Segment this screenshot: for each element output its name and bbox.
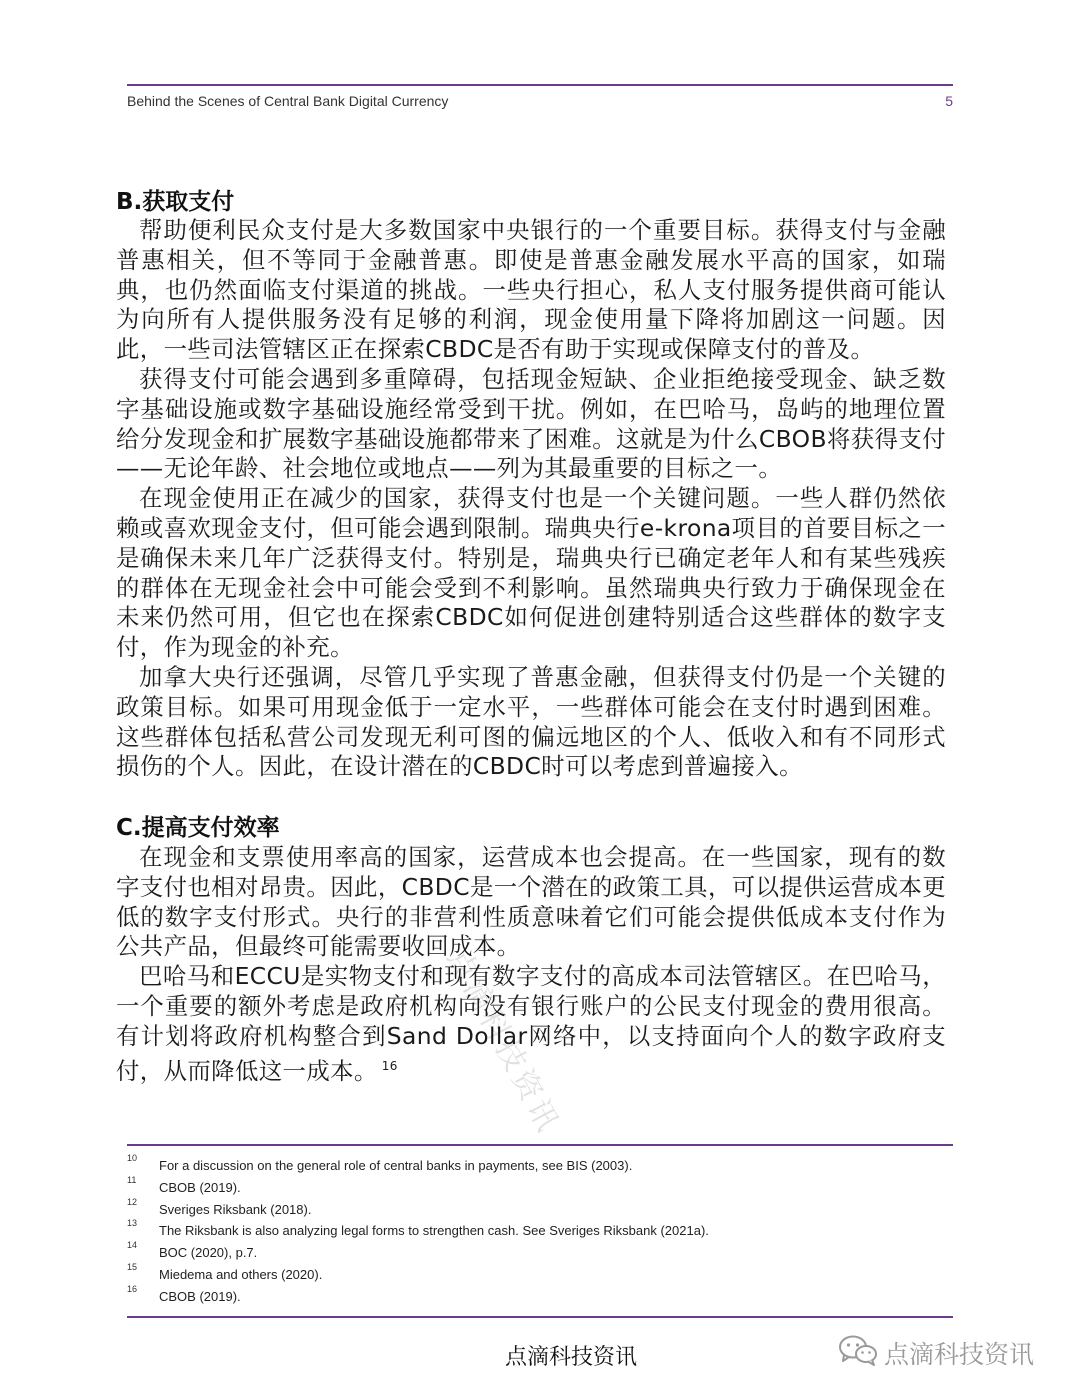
footnote-number: 13 [127, 1218, 138, 1229]
bottom-caption: 点滴科技资讯 [505, 1345, 638, 1370]
footnote-item [127, 1261, 953, 1287]
paragraph: 在现金使用正在减少的国家，获得支付也是一个关键问题。一些人群仍然依赖或喜欢现金支付，但可能会遇到限制。瑞典央行e-krona项目的首要目标之一是确保未来几年广泛获得支付。特别是，瑞典央行已确定老年人和有某些残疾的群体在无现金社会中可能会受到不利影响。虽然瑞典央行致力于确保现金在未来仍然可用，但它也在探索CBDC如何促进创建特别适合这些群体的数字支付，作为现金的补充。 [116, 484, 946, 662]
paragraph: 加拿大央行还强调，尽管几乎实现了普惠金融，但获得支付仍是一个关键的政策目标。如果可用现金低于一定水平，一些群体可能会在支付时遇到困难。这些群体包括私营公司发现无利可图的偏远地区的个人、低收入和有不同形式损伤的个人。因此，在设计潜在的CBDC时可以考虑到普遍接入。 [116, 662, 946, 781]
footnote-item [127, 1218, 953, 1243]
footnote-number: 12 [127, 1196, 138, 1207]
wechat-icon [838, 1334, 878, 1372]
paragraph: 在现金和支票使用率高的国家，运营成本也会提高。在一些国家，现有的数字支付也相对昂贵。因此，CBDC是一个潜在的政策工具，可以提供运营成本更低的数字支付形式。央行的非营利性质意味着它们可能会提供低成本支付作为公共产品，但最终可能需要收回成本。 [116, 843, 946, 961]
footnote-number: 15 [127, 1261, 138, 1272]
footnote-item [127, 1196, 953, 1222]
page-number: 5 [945, 93, 953, 109]
diagonal-watermark: 点滴科技资讯 [440, 943, 567, 1141]
footnote-number: 14 [127, 1240, 138, 1251]
footnote-number: 16 [127, 1283, 138, 1294]
footnote-item [127, 1174, 953, 1200]
footnote-text: BOC (2020), p.7. [159, 1245, 258, 1261]
footnote-text: For a discussion on the general role of central banks in payments, see BIS (2003). [159, 1158, 633, 1173]
footnote-number: 11 [127, 1174, 137, 1185]
header-rule [127, 84, 953, 86]
footnote-item [127, 1153, 953, 1178]
footnote-reference[interactable]: 16 [381, 1058, 398, 1073]
footnote-item [127, 1240, 953, 1265]
footnote-text: CBOB (2019). [159, 1288, 241, 1304]
footnote-number: 10 [127, 1153, 138, 1163]
footnote-text: Sveriges Riksbank (2018). [159, 1201, 312, 1217]
section-body-b [116, 216, 946, 782]
paragraph: 帮助便利民众支付是大多数国家中央银行的一个重要目标。获得支付与金融普惠相关，但不等同于金融普惠。即使是普惠金融发展水平高的国家，如瑞典，也仍然面临支付渠道的挑战。一些央行担心，私人支付服务提供商可能认为向所有人提供服务没有足够的利润，现金使用量下降将加剧这一问题。因此，一些司法管辖区正在探索CBDC是否有助于实现或保障支付的普及。 [116, 216, 946, 364]
footnote-text: Miedema and others (2020). [159, 1266, 323, 1282]
paragraph: 获得支付可能会遇到多重障碍，包括现金短缺、企业拒绝接受现金、缺乏数字基础设施或数字基础设施经常受到干扰。例如，在巴哈马，岛屿的地理位置给分发现金和扩展数字基础设施都带来了困难。这就是为什么CBOB将获得支付——无论年龄、社会地位或地点——列为其最重要的目标之一。 [116, 364, 946, 483]
paragraph-text: 巴哈马和ECCU是实物支付和现有数字支付的高成本司法管辖区。在巴哈马，一个重要的额外考虑是政府机构向没有银行账户的公民支付现金的费用很高。有计划将政府机构整合到Sand Dollar网络中，以支持面向个人的数字政府支付，从而降低这一成本。 [116, 962, 946, 1085]
footnotes [127, 1153, 953, 1309]
footnote-text: The Riksbank is also analyzing legal forms to strengthen cash. See Sveriges Riksbank (2021a). [159, 1223, 709, 1239]
watermark-badge [838, 1334, 1034, 1372]
watermark-badge-text: 点滴科技资讯 [884, 1340, 1035, 1369]
running-header-title: Behind the Scenes of Central Bank Digital Currency [127, 93, 449, 109]
footnote-text: CBOB (2019). [159, 1179, 241, 1195]
section-heading-b: B.获取支付 [116, 189, 235, 215]
footnote-divider [127, 1144, 953, 1146]
section-body-c [116, 843, 946, 1086]
footnote-item [127, 1283, 953, 1309]
paragraph [116, 962, 946, 1086]
footer-rule [127, 1316, 953, 1318]
section-heading-c: C.提高支付效率 [116, 815, 280, 841]
